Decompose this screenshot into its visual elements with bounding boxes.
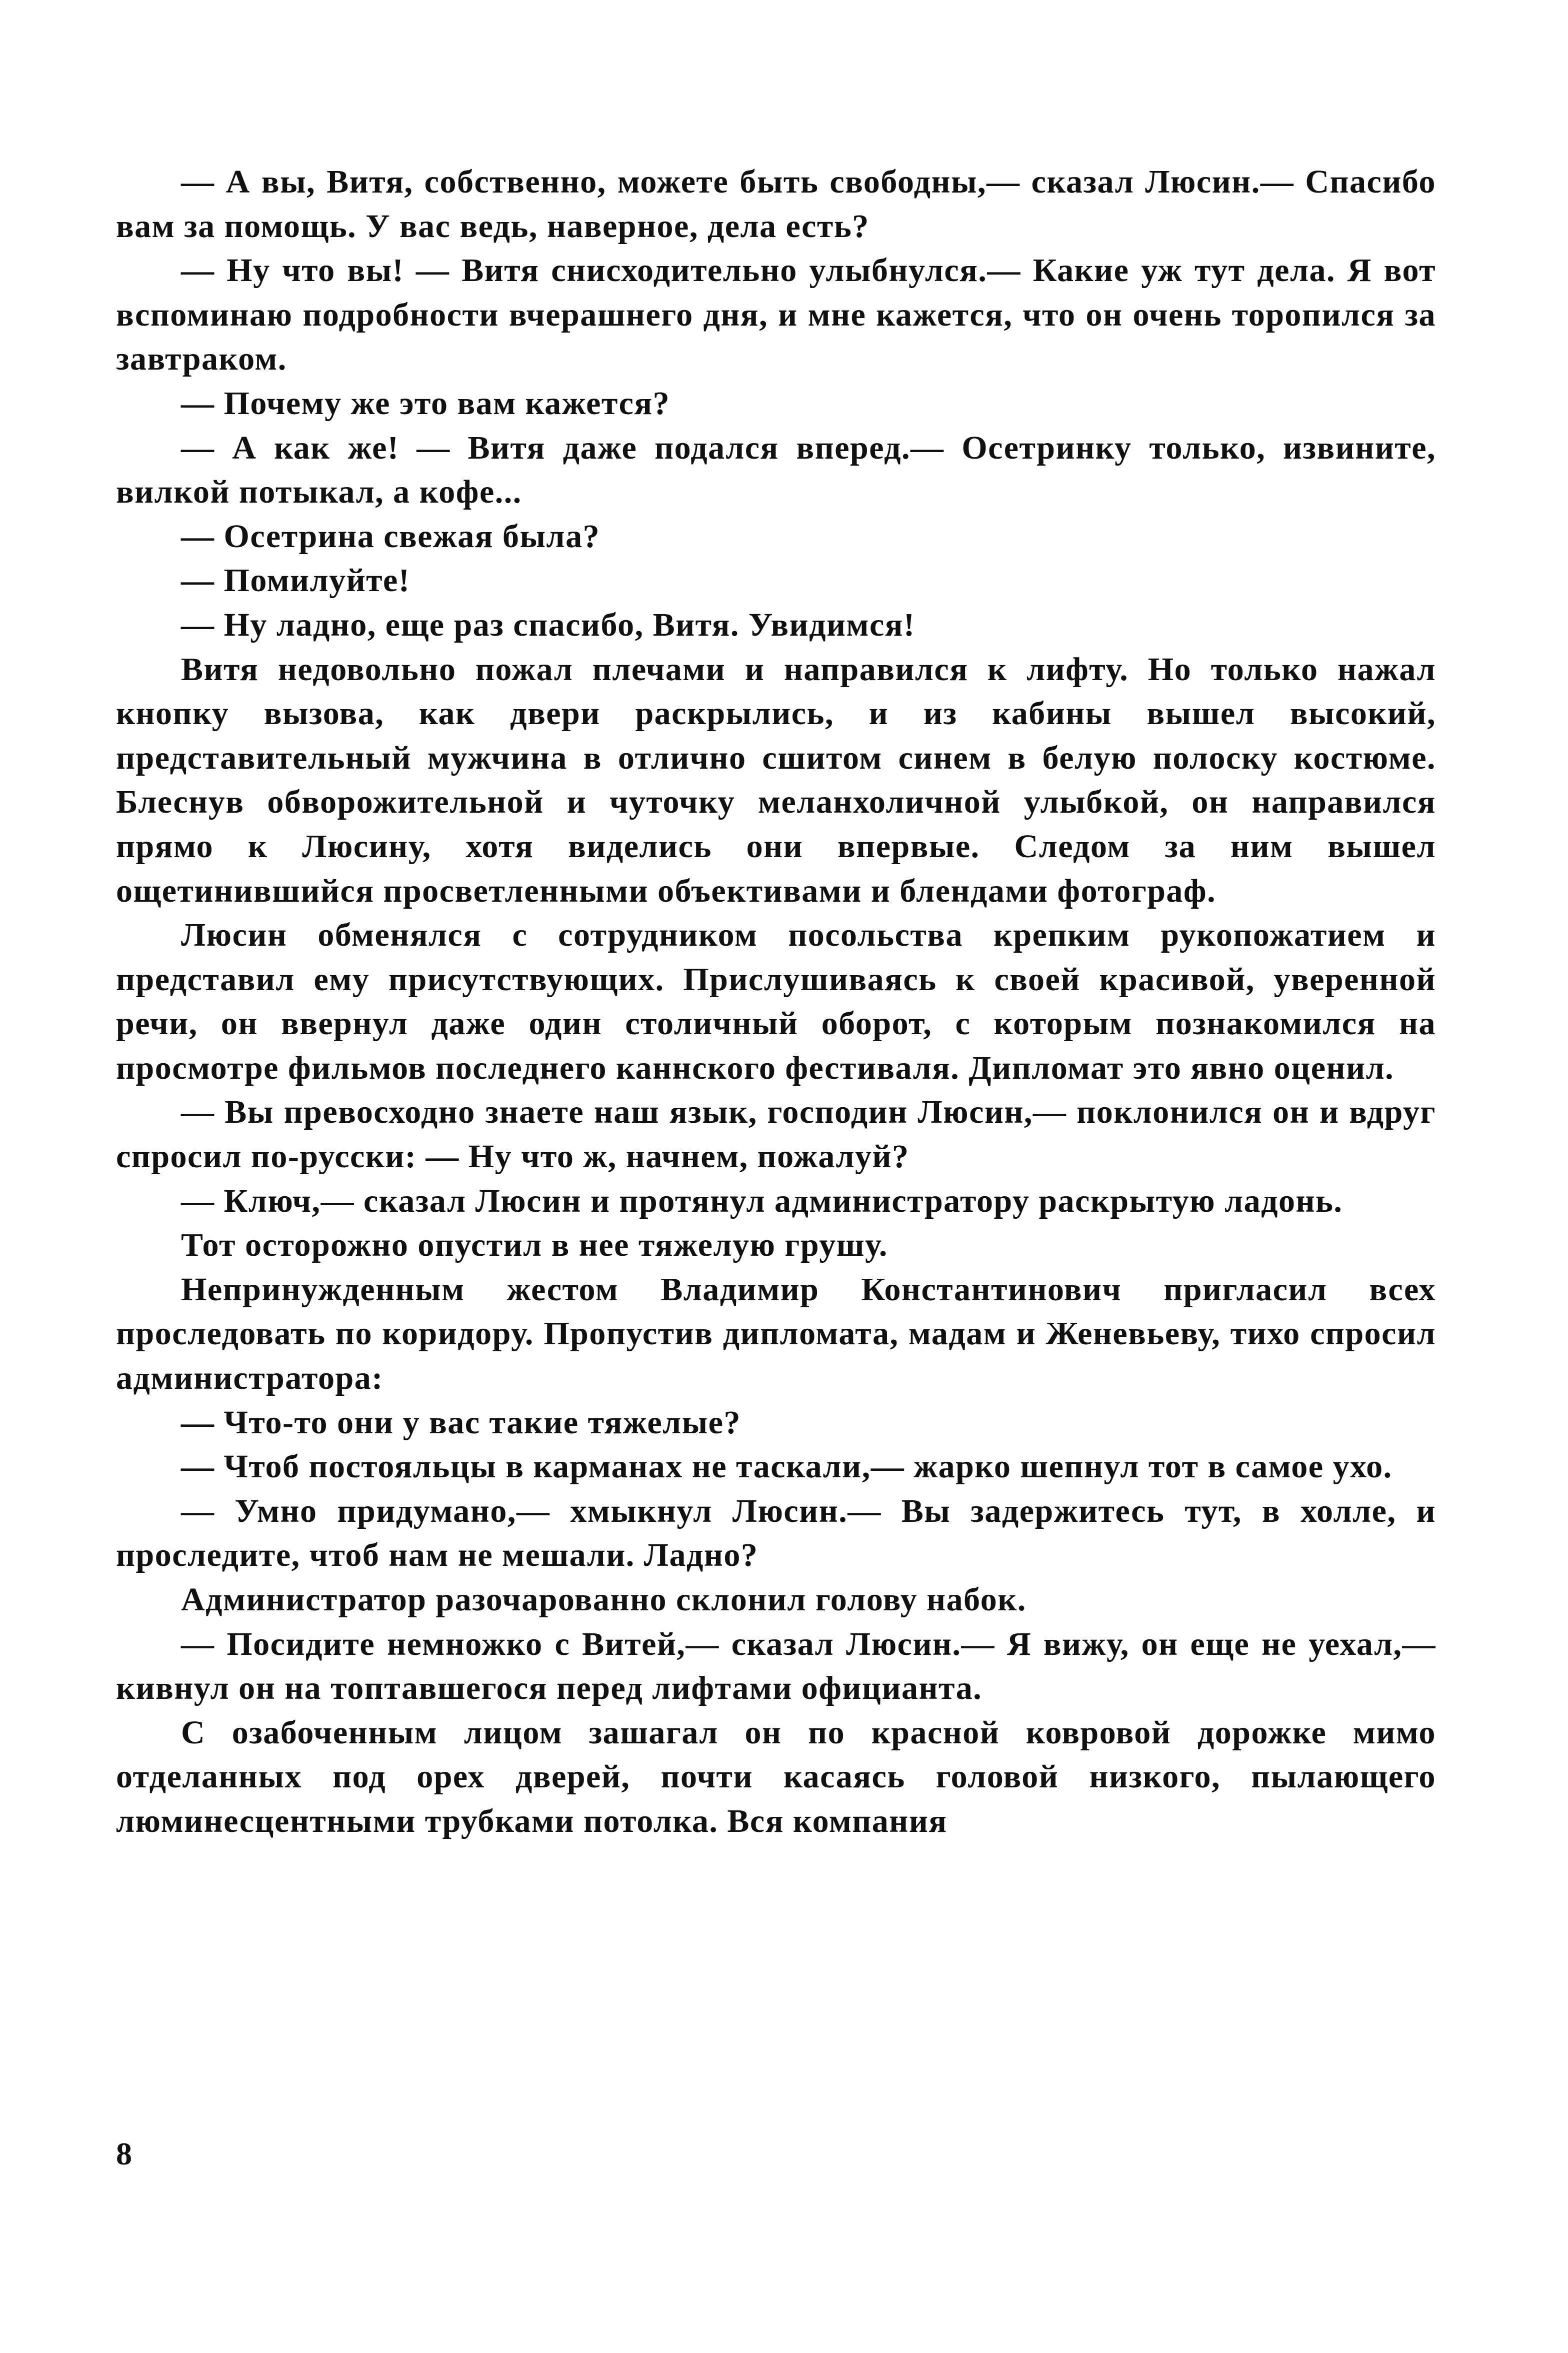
paragraph: — Ну что вы! — Витя снисходительно улыбнулся.— Какие уж тут дела. Я вот вспоминаю подробности вчерашнего дня, и мне кажется, что он очень торопился за завтраком. [116,252,1436,378]
paragraph: Администратор разочарованно склонил голову набок. [181,1581,1026,1618]
paragraph: — Ну ладно, еще раз спасибо, Витя. Увидимся! [181,606,916,643]
paragraph: — Почему же это вам кажется? [181,385,670,422]
body-text [116,160,1436,1844]
paragraph: — А вы, Витя, собственно, можете быть свободны,— сказал Люсин.— Спасибо вам за помощь. У вас ведь, наверное, дела есть? [116,164,1436,245]
paragraph: — Умно придумано,— хмыкнул Люсин.— Вы задержитесь тут, в холле, и проследите, чтоб нам не мешали. Ладно? [116,1492,1436,1574]
paragraph: С озабоченным лицом зашагал он по красной ковровой дорожке мимо отделанных под орех дверей, почти касаясь головой низкого, пылающего люминесцентными трубками потолка. Вся компания [116,1714,1436,1839]
paragraph: — Осетрина свежая была? [181,518,600,555]
page-number: 8 [116,2136,132,2171]
paragraph: — Помилуйте! [181,562,410,599]
paragraph: — А как же! — Витя даже подался вперед.— Осетринку только, извините, вилкой потыкал, а кофе... [116,429,1436,511]
paragraph: Тот осторожно опустил в нее тяжелую грушу. [181,1227,888,1264]
paragraph: — Что-то они у вас такие тяжелые? [181,1404,741,1441]
paragraph: Люсин обменялся с сотрудником посольства крепким рукопожатием и представил ему присутствующих. Прислушиваясь к своей красивой, уверенной речи, он ввернул даже один столичный оборот, с которым познакомился на просмотре фильмов последнего каннского фестиваля. Дипломат это явно оценил. [116,917,1436,1086]
paragraph: Витя недовольно пожал плечами и направился к лифту. Но только нажал кнопку вызова, как двери раскрылись, и из кабины вышел высокий, представительный мужчина в отлично сшитом синем в белую полоску костюме. Блеснув обворожительной и чуточку меланхоличной улыбкой, он направился прямо к Люсину, хотя виделись они впервые. Следом за ним вышел ощетинившийся просветленными объективами и блендами фотограф. [116,651,1436,909]
paragraph: — Вы превосходно знаете наш язык, господин Люсин,— поклонился он и вдруг спросил по-русски: — Ну что ж, начнем, пожалуй? [116,1094,1436,1175]
paragraph: — Посидите немножко с Витей,— сказал Люсин.— Я вижу, он еще не уехал,— кивнул он на топтавшегося перед лифтами официанта. [116,1625,1436,1707]
paragraph: — Ключ,— сказал Люсин и протянул администратору раскрытую ладонь. [181,1182,1343,1219]
paragraph: Непринужденным жестом Владимир Константинович пригласил всех проследовать по коридору. Пропустив дипломата, мадам и Женевьеву, тихо спросил администратора: [116,1271,1436,1397]
paragraph: — Чтоб постояльцы в карманах не таскали,— жарко шепнул тот в самое ухо. [181,1448,1392,1485]
